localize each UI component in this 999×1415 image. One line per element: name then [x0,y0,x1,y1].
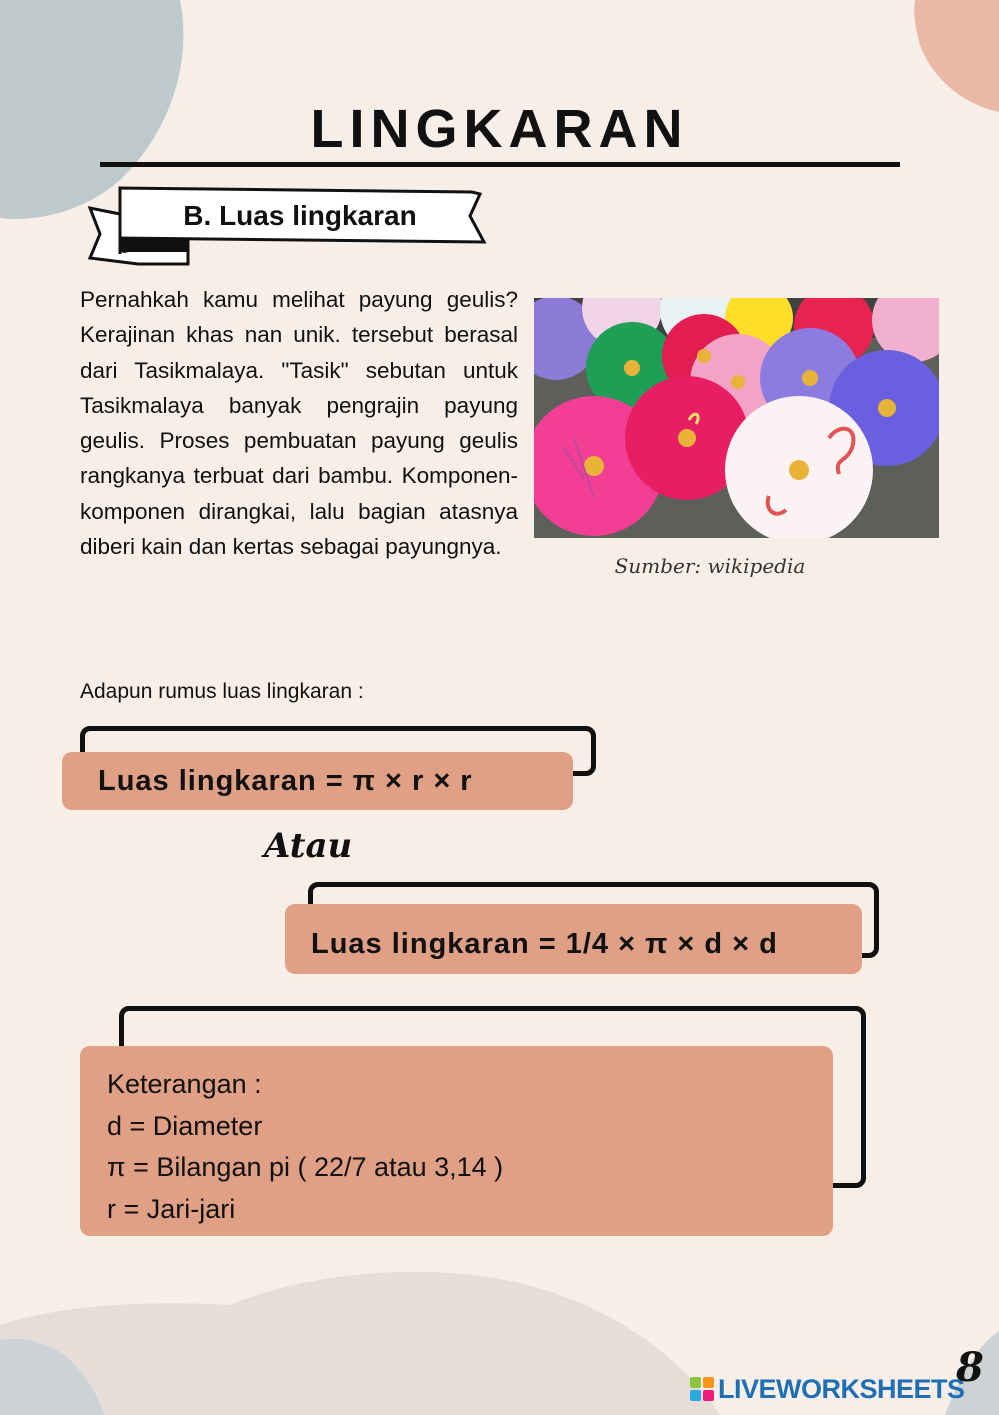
brand-text: LIVEWORKSHEETS [718,1373,965,1404]
liveworksheets-brand [690,1372,965,1406]
page-number: 8 [956,1344,984,1391]
keterangan-box [80,1046,833,1236]
intro-paragraph: Pernahkah kamu melihat payung geulis? Kerajinan khas nan unik. tersebut berasal dari Tasikmalaya. "Tasik" sebutan untuk Tasikmalaya banyak pengrajin payung geulis. Proses pembuatan payung geulis rangkanya terbuat dari bambu. Komponen-komponen dirangkai, lalu bagian atasnya diberi kain dan kertas sebagai payungnya. [80,287,518,560]
formula-1-box: Luas lingkaran = π × r × r [62,752,573,810]
keterangan-line-diameter: d = Diameter [107,1110,263,1141]
keterangan-line-radius: r = Jari-jari [107,1193,236,1224]
or-label: Atau [264,826,353,866]
title-underline [100,162,900,167]
formula-2-box: Luas lingkaran = 1/4 × π × d × d [285,904,862,974]
umbrellas-photo [534,298,939,538]
formula-intro-text: Adapun rumus luas lingkaran : [80,680,364,703]
liveworksheets-logo-icon [690,1377,714,1401]
page-title: LINGKARAN [310,99,689,159]
photo-caption: Sumber: wikipedia [614,554,806,578]
keterangan-heading: Keterangan : [107,1069,262,1099]
keterangan-line-pi: π = Bilangan pi ( 22/7 atau 3,14 ) [107,1152,504,1182]
section-label: B. Luas lingkaran [183,200,417,231]
